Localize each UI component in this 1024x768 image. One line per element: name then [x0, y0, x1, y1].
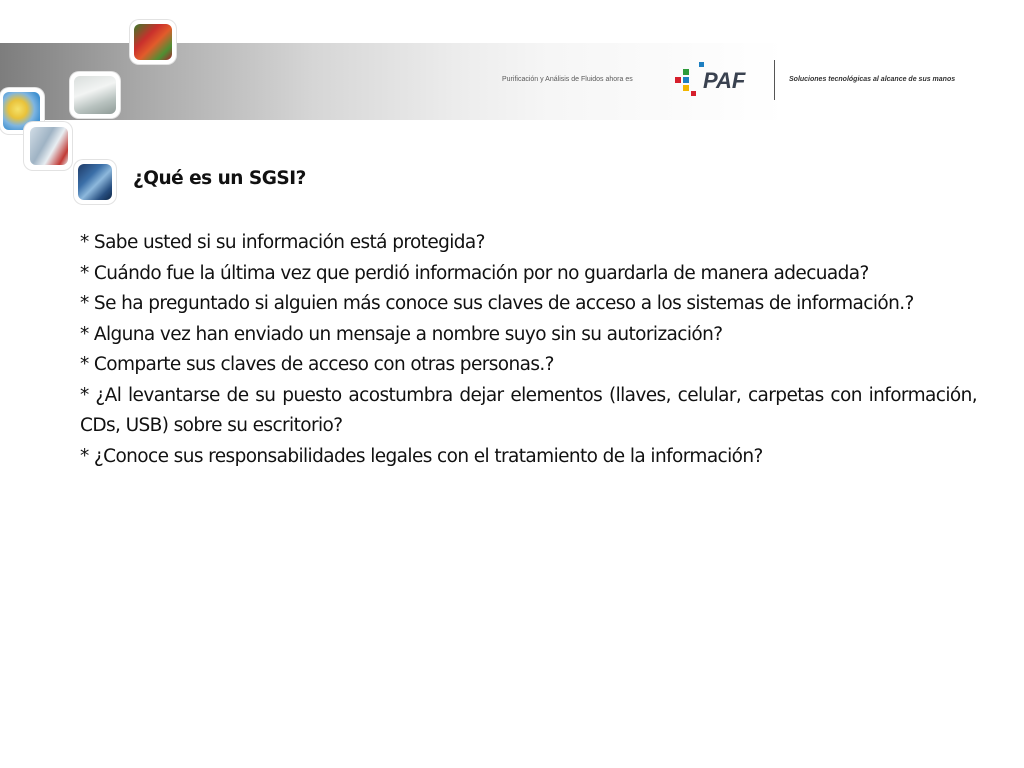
logo-text: PAF	[703, 68, 746, 93]
thumb-vegetables-image	[130, 20, 176, 64]
bullet-item: * Cuándo fue la última vez que perdió información por no guardarla de manera adecuada?	[80, 262, 869, 284]
paf-logo	[673, 60, 768, 102]
logo-square-red-2	[691, 91, 696, 96]
bullet-item: * Comparte sus claves de acceso con otras personas.?	[80, 354, 554, 375]
thumb-network-image	[74, 160, 116, 204]
bullet-item: * ¿Conoce sus responsabilidades legales con el tratamiento de la información?	[80, 445, 763, 467]
thumb-lab-image	[70, 72, 120, 118]
logo-square-blue	[683, 77, 689, 83]
bullet-item: * Alguna vez han enviado un mensaje a nombre suyo sin su autorización?	[80, 323, 723, 345]
bullet-item: * ¿Al levantarse de su puesto acostumbra dejar elementos (llaves, celular, carpetas con información, CDs, USB) sobre su escritorio?	[80, 384, 977, 436]
slide-title: ¿Qué es un SGSI?	[133, 168, 306, 189]
bullet-item: * Se ha preguntado si alguien más conoce sus claves de acceso a los sistemas de información.?	[80, 293, 914, 314]
logo-square-green	[683, 69, 689, 75]
thumb-lab-equipment-image	[24, 122, 72, 170]
logo-square-red	[675, 77, 681, 83]
header-tagline-left: Purificación y Análisis de Fluidos ahora es	[502, 76, 633, 83]
logo-square-yellow	[683, 85, 689, 91]
logo-divider	[774, 60, 775, 100]
slide-body	[80, 228, 977, 472]
logo-square-blue-2	[699, 62, 704, 67]
header-tagline-right: Soluciones tecnológicas al alcance de sus manos	[789, 76, 956, 83]
bullet-item: * Sabe usted si su información está protegida?	[80, 232, 485, 253]
